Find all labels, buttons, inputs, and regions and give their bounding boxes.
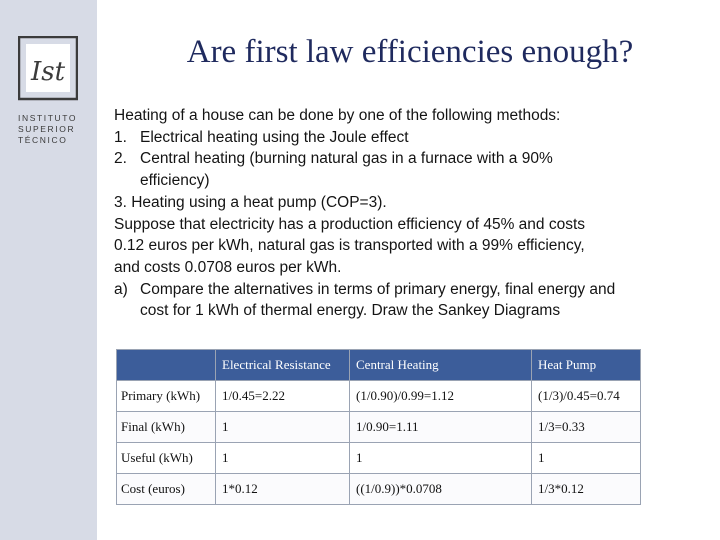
table-cell: Primary (kWh) xyxy=(117,381,216,412)
body-line: a) Compare the alternatives in terms of primary energy, final energy and xyxy=(114,280,616,298)
body-line: 1. Electrical heating using the Joule effect xyxy=(114,128,409,146)
body-line: 3. Heating using a heat pump (COP=3). xyxy=(114,193,387,211)
body-line: cost for 1 kWh of thermal energy. Draw the Sankey Diagrams xyxy=(140,302,561,320)
table-row xyxy=(117,412,641,443)
table-header-cell: Central Heating xyxy=(350,350,532,381)
table-header-cell: Heat Pump xyxy=(532,350,641,381)
table-cell: Useful (kWh) xyxy=(117,443,216,474)
table-cell: (1/3)/0.45=0.74 xyxy=(532,381,641,412)
table-cell: (1/0.90)/0.99=1.12 xyxy=(350,381,532,412)
body-line: efficiency) xyxy=(140,172,210,190)
body-line: and costs 0.0708 euros per kWh. xyxy=(114,258,342,276)
table-cell: 1/0.45=2.22 xyxy=(216,381,350,412)
table-header-cell xyxy=(117,350,216,381)
table-cell: 1/0.90=1.11 xyxy=(350,412,532,443)
slide-title: Are first law efficiencies enough? xyxy=(186,34,634,70)
table-row xyxy=(117,474,641,505)
body-line: 0.12 euros per kWh, natural gas is transported with a 99% efficiency, xyxy=(114,237,585,255)
table-header-cell: Electrical Resistance xyxy=(216,350,350,381)
table-cell: 1 xyxy=(350,443,532,474)
table-cell: 1*0.12 xyxy=(216,474,350,505)
table-cell: 1 xyxy=(216,443,350,474)
svg-text:Ist: Ist xyxy=(30,57,66,87)
table-cell: ((1/0.9))*0.0708 xyxy=(350,474,532,505)
table-row xyxy=(117,381,641,412)
sidebar xyxy=(0,0,97,540)
table-header-row xyxy=(117,350,641,381)
slide-body xyxy=(114,105,704,322)
table-cell: 1 xyxy=(216,412,350,443)
body-line: 2. Central heating (burning natural gas in a furnace with a 90% xyxy=(114,150,553,168)
table-cell: 1/3=0.33 xyxy=(532,412,641,443)
logo-text: INSTITUTO SUPERIOR TÉCNICO xyxy=(18,113,78,145)
table-cell: 1/3*0.12 xyxy=(532,474,641,505)
table-cell: Final (kWh) xyxy=(117,412,216,443)
body-line: Suppose that electricity has a production efficiency of 45% and costs xyxy=(114,215,586,233)
body-line: Heating of a house can be done by one of the following methods: xyxy=(114,107,561,124)
energy-comparison-table xyxy=(116,349,641,505)
table-row xyxy=(117,443,641,474)
table-cell: 1 xyxy=(532,443,641,474)
table-cell: Cost (euros) xyxy=(117,474,216,505)
